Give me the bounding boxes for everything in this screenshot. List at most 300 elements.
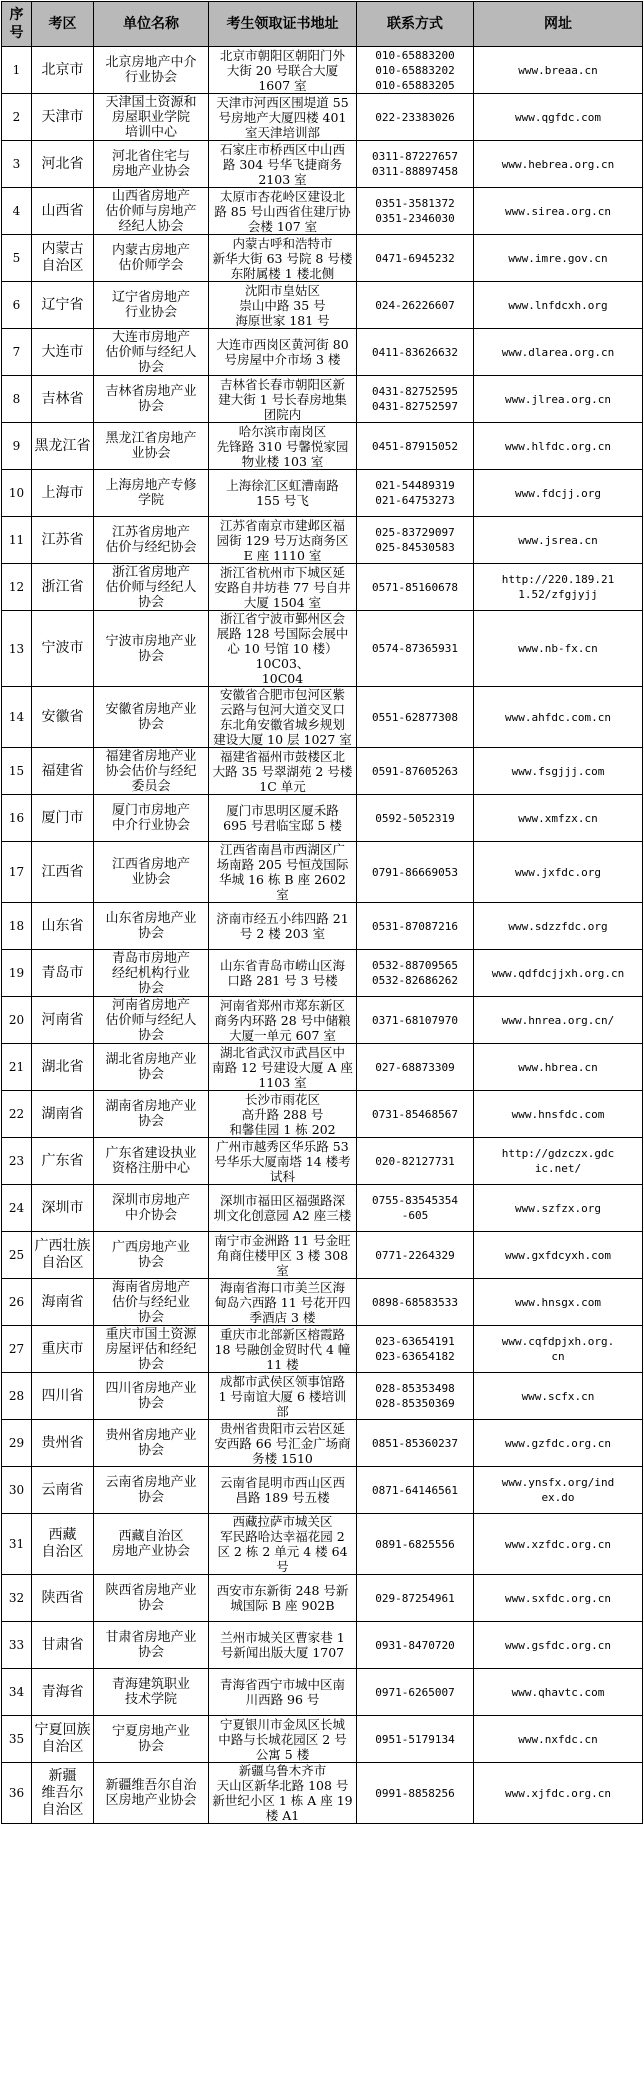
cell-contact bbox=[357, 1138, 474, 1185]
cell-unit-line: 河南省房地产 bbox=[111, 997, 190, 1013]
cell-contact bbox=[357, 1373, 474, 1420]
cell-region-line: 江西省 bbox=[41, 863, 84, 880]
cell-address-line: 吉林省长春市朝阳区新 bbox=[219, 376, 345, 392]
cell-address-line: 青海省西宁市城中区南 bbox=[219, 1677, 345, 1692]
cell-address bbox=[209, 1138, 357, 1185]
cell-index: 36 bbox=[2, 1763, 32, 1824]
cell-unit-line: 技术学院 bbox=[124, 1692, 177, 1707]
cell-website bbox=[474, 470, 643, 517]
cell-contact-line: 0891-6825556 bbox=[375, 1537, 455, 1551]
cell-unit-line: 委员会 bbox=[131, 778, 171, 794]
cell-address bbox=[209, 517, 357, 564]
cell-address bbox=[209, 1044, 357, 1091]
cell-address-line: 成都市武侯区领事馆路 bbox=[219, 1373, 345, 1389]
cell-index: 15 bbox=[2, 748, 32, 795]
cell-website bbox=[474, 1326, 643, 1373]
table-body bbox=[2, 47, 643, 1824]
table-row bbox=[2, 94, 643, 141]
cell-website bbox=[474, 94, 643, 141]
cell-address-line: 军民路哈达幸福花园 2 bbox=[220, 1529, 345, 1544]
cell-address-line: 济南市经五小纬四路 21 bbox=[216, 911, 349, 926]
cell-website bbox=[474, 1185, 643, 1232]
cell-contact-line: 010-65883205 bbox=[375, 78, 455, 92]
cell-contact-line: 024-26226607 bbox=[375, 298, 455, 312]
cell-contact bbox=[357, 329, 474, 376]
cell-website-line: http://220.189.21 bbox=[501, 573, 615, 586]
cell-contact bbox=[357, 517, 474, 564]
cell-region bbox=[32, 1420, 94, 1467]
cell-contact bbox=[357, 1467, 474, 1514]
cell-contact bbox=[357, 188, 474, 235]
cell-region bbox=[32, 795, 94, 842]
cell-address-line: 1607 室 bbox=[258, 77, 307, 93]
cell-unit bbox=[94, 423, 209, 470]
cell-address-line: 号新闻出版大厦 1707 bbox=[220, 1645, 345, 1660]
cell-contact-line: 0451-87915052 bbox=[371, 439, 459, 453]
cell-contact-line: 028-85350369 bbox=[375, 1397, 455, 1410]
cell-region-line: 自治区 bbox=[41, 1544, 84, 1560]
cell-unit-line: 学院 bbox=[137, 493, 164, 508]
cell-website bbox=[474, 141, 643, 188]
cell-address-line: 崇山中路 35 号 bbox=[239, 297, 326, 313]
cell-address-line: 浙江省宁波市鄞州区会 bbox=[219, 611, 345, 626]
table-row bbox=[2, 795, 643, 842]
cell-index: 5 bbox=[2, 235, 32, 282]
cell-unit-line: 业协会 bbox=[131, 446, 171, 461]
cell-address-line: 高升路 288 号 bbox=[241, 1106, 324, 1122]
cell-unit-line: 天津国土资源和 bbox=[105, 94, 197, 110]
cell-address bbox=[209, 1326, 357, 1373]
cell-website-line: ex.do bbox=[541, 1491, 575, 1504]
cell-region-line: 自治区 bbox=[41, 1739, 84, 1755]
cell-address-line: 号房屋中介市场 3 楼 bbox=[224, 352, 341, 367]
cell-unit-line: 协会 bbox=[137, 1490, 164, 1505]
cell-address-line: 中路与长城花园区 2 号 bbox=[218, 1731, 347, 1747]
cell-unit-line: 中介行业协会 bbox=[111, 818, 190, 833]
cell-website-line: www.sxfdc.org.cn bbox=[505, 1591, 611, 1605]
cell-website-line: www.scfx.cn bbox=[521, 1389, 595, 1403]
cell-region bbox=[32, 188, 94, 235]
cell-unit-line: 深圳市房地产 bbox=[111, 1193, 190, 1208]
cell-contact-line: 0574-87365931 bbox=[371, 642, 459, 655]
cell-unit-line: 甘肃省房地产业 bbox=[105, 1630, 197, 1645]
cell-unit-line: 估价师与经纪人 bbox=[105, 344, 197, 360]
cell-region-line: 海南省 bbox=[41, 1293, 84, 1310]
cell-contact-line: 0991-8858256 bbox=[375, 1786, 455, 1800]
cell-address-line: 西安市东新街 248 号新 bbox=[216, 1583, 349, 1598]
cell-website-line: www.breaa.cn bbox=[518, 63, 598, 77]
table-row bbox=[2, 1575, 643, 1622]
cell-region-line: 浙江省 bbox=[41, 578, 84, 595]
cell-index: 35 bbox=[2, 1716, 32, 1763]
table-row bbox=[2, 1716, 643, 1763]
cell-region bbox=[32, 470, 94, 517]
cell-region-line: 重庆市 bbox=[41, 1340, 84, 1357]
cell-unit-line: 协会 bbox=[137, 926, 164, 941]
cell-address bbox=[209, 564, 357, 611]
cell-region bbox=[32, 1622, 94, 1669]
cell-contact-line: 0531-87087216 bbox=[371, 919, 459, 933]
cell-unit-line: 吉林省房地产业 bbox=[105, 384, 197, 399]
cell-unit-line: 估价师学会 bbox=[118, 258, 184, 273]
table-row bbox=[2, 1373, 643, 1420]
cell-address bbox=[209, 141, 357, 188]
cell-region-line: 宁夏回族 bbox=[34, 1722, 91, 1738]
cell-address-line: 南宁市金洲路 11 号金旺 bbox=[214, 1232, 351, 1248]
cell-index: 32 bbox=[2, 1575, 32, 1622]
cell-address-line: 10C04 bbox=[261, 671, 304, 686]
cell-unit bbox=[94, 1373, 209, 1420]
cell-address bbox=[209, 842, 357, 903]
cell-website bbox=[474, 1091, 643, 1138]
cell-contact-line: 021-54489319 bbox=[375, 479, 455, 492]
cell-website-line: www.hebrea.org.cn bbox=[501, 157, 615, 171]
cell-unit bbox=[94, 47, 209, 94]
cell-address-line: 心 10 号馆 10 楼）10C03、 bbox=[227, 641, 338, 671]
cell-unit-line: 协会 bbox=[137, 1255, 164, 1270]
cell-address-line: 海南省海口市美兰区海 bbox=[219, 1279, 345, 1295]
cell-website-line: www.nxfdc.cn bbox=[518, 1732, 598, 1746]
cell-unit bbox=[94, 1763, 209, 1824]
cell-address-line: 甸岛六西路 11 号花开四 bbox=[214, 1294, 351, 1310]
cell-address-line: 1C 单元 bbox=[259, 778, 306, 794]
cell-address-line: 深圳市福田区福强路深 bbox=[219, 1193, 345, 1208]
cell-index: 22 bbox=[2, 1091, 32, 1138]
cell-index: 2 bbox=[2, 94, 32, 141]
cell-website bbox=[474, 748, 643, 795]
cell-index: 11 bbox=[2, 517, 32, 564]
cell-region bbox=[32, 1763, 94, 1824]
cell-address bbox=[209, 1514, 357, 1575]
cell-index: 34 bbox=[2, 1669, 32, 1716]
cell-unit-line: 经纪机构行业 bbox=[111, 965, 190, 981]
cell-index: 7 bbox=[2, 329, 32, 376]
cell-unit-line: 协会 bbox=[137, 1598, 164, 1613]
table-row bbox=[2, 1763, 643, 1824]
cell-address-line: 安西路 66 号汇金广场商 bbox=[214, 1435, 351, 1451]
table-row bbox=[2, 1279, 643, 1326]
cell-contact-line: 0592-5052319 bbox=[375, 811, 455, 825]
cell-website-line: www.lnfdcxh.org bbox=[508, 298, 608, 312]
table-row bbox=[2, 687, 643, 748]
table-row bbox=[2, 329, 643, 376]
cell-region-line: 江苏省 bbox=[41, 531, 84, 548]
cell-unit-line: 协会 bbox=[137, 648, 164, 664]
cell-unit bbox=[94, 1467, 209, 1514]
cell-contact bbox=[357, 997, 474, 1044]
cell-address-line: 18 号融创金贸时代 4 幢 bbox=[214, 1341, 351, 1357]
cell-unit bbox=[94, 950, 209, 997]
cell-contact bbox=[357, 748, 474, 795]
cell-address-line: 新疆乌鲁木齐市 bbox=[238, 1763, 327, 1778]
cell-index: 33 bbox=[2, 1622, 32, 1669]
cell-contact-line: 0791-86669053 bbox=[371, 865, 459, 879]
cell-region-line: 自治区 bbox=[41, 258, 84, 274]
cell-website bbox=[474, 1279, 643, 1326]
cell-website-line: ic.net/ bbox=[534, 1162, 582, 1175]
cell-contact-line: 0551-62877308 bbox=[371, 710, 459, 724]
cell-region-line: 大连市 bbox=[41, 343, 84, 360]
cell-unit-line: 协会 bbox=[137, 1067, 164, 1082]
cell-unit-line: 协会 bbox=[137, 717, 164, 732]
cell-website bbox=[474, 423, 643, 470]
cell-region-line: 贵州省 bbox=[41, 1434, 84, 1451]
cell-index: 24 bbox=[2, 1185, 32, 1232]
cell-index: 27 bbox=[2, 1326, 32, 1373]
cell-website-line: www.cqfdpjxh.org. bbox=[501, 1335, 615, 1348]
cell-unit bbox=[94, 282, 209, 329]
cell-website-line: www.ynsfx.org/ind bbox=[501, 1476, 615, 1489]
cell-contact bbox=[357, 1669, 474, 1716]
cell-contact-line: 0351-3581372 bbox=[375, 197, 455, 210]
cell-address-line: 建大街 1 号长春房地集 bbox=[218, 391, 347, 407]
cell-region-line: 天津市 bbox=[41, 108, 84, 125]
table-row bbox=[2, 188, 643, 235]
cell-address-line: 山东省青岛市崂山区海 bbox=[219, 958, 345, 973]
cell-address bbox=[209, 1467, 357, 1514]
cell-address bbox=[209, 470, 357, 517]
cell-unit-line: 房地产业协会 bbox=[111, 164, 190, 179]
table-row bbox=[2, 997, 643, 1044]
cell-address bbox=[209, 1185, 357, 1232]
table-row bbox=[2, 141, 643, 188]
cell-contact-line: 0431-82752597 bbox=[371, 400, 459, 413]
cell-region bbox=[32, 517, 94, 564]
cell-unit-line: 协会 bbox=[137, 1356, 164, 1372]
cell-unit-line: 大连市房地产 bbox=[111, 329, 190, 345]
header-region: 考区 bbox=[32, 2, 94, 47]
cell-unit-line: 协会 bbox=[137, 1443, 164, 1458]
cell-unit-line: 协会 bbox=[137, 1396, 164, 1411]
cell-address-line: 长沙市雨花区 bbox=[244, 1091, 320, 1107]
cell-website bbox=[474, 1373, 643, 1420]
cell-contact bbox=[357, 1575, 474, 1622]
cell-address-line: 1103 室 bbox=[258, 1074, 307, 1090]
cell-region bbox=[32, 842, 94, 903]
cell-website bbox=[474, 1467, 643, 1514]
cell-address-line: 安徽省合肥市包河区紫 bbox=[219, 687, 345, 702]
cell-region bbox=[32, 141, 94, 188]
cell-contact-line: 027-68873309 bbox=[375, 1060, 455, 1074]
header-contact: 联系方式 bbox=[357, 2, 474, 47]
cell-contact-line: 0471-6945232 bbox=[375, 251, 455, 265]
cell-website bbox=[474, 1622, 643, 1669]
cell-website bbox=[474, 842, 643, 903]
cell-unit-line: 业协会 bbox=[131, 872, 171, 887]
cell-unit-line: 房地产业协会 bbox=[111, 1544, 190, 1559]
cell-contact bbox=[357, 376, 474, 423]
cell-unit bbox=[94, 795, 209, 842]
cell-address-line: 云路与包河大道交叉口 bbox=[219, 702, 345, 717]
cell-address bbox=[209, 611, 357, 687]
cell-contact bbox=[357, 141, 474, 188]
cell-unit-line: 协会 bbox=[137, 399, 164, 414]
cell-address-line: 东附属楼 1 楼北侧 bbox=[230, 265, 335, 281]
cell-unit-line: 安徽省房地产业 bbox=[105, 702, 197, 717]
cell-address-line: 重庆市北部新区榕霞路 bbox=[219, 1326, 345, 1342]
cell-unit-line: 资格注册中心 bbox=[111, 1161, 190, 1176]
cell-address-line: 先锋路 310 号馨悦家园 bbox=[216, 438, 349, 454]
cell-address-line: 安路自井坊巷 77 号自井 bbox=[214, 579, 351, 595]
cell-unit bbox=[94, 94, 209, 141]
cell-address bbox=[209, 903, 357, 950]
cell-address-line: 厦门市思明区厦禾路 bbox=[226, 803, 339, 818]
cell-unit-line: 黑龙江省房地产 bbox=[105, 431, 197, 446]
cell-region-line: 青岛市 bbox=[41, 964, 84, 981]
cell-website bbox=[474, 611, 643, 687]
cell-unit bbox=[94, 1279, 209, 1326]
cell-region-line: 西藏 bbox=[48, 1527, 77, 1543]
cell-website-line: www.hnsfdc.com bbox=[511, 1107, 605, 1121]
header-index: 序号 bbox=[2, 2, 32, 47]
cell-unit bbox=[94, 1514, 209, 1575]
cell-region bbox=[32, 329, 94, 376]
cell-website-line: www.gsfdc.org.cn bbox=[505, 1638, 611, 1652]
cell-unit bbox=[94, 687, 209, 748]
table-row bbox=[2, 47, 643, 94]
cell-contact-line: 022-23383026 bbox=[375, 110, 455, 124]
cell-unit-line: 协会 bbox=[137, 1645, 164, 1660]
cell-unit-line: 广西房地产业 bbox=[111, 1240, 190, 1255]
cell-address-line: 贵州省贵阳市云岩区延 bbox=[219, 1420, 345, 1436]
cell-unit-line: 协会估价与经纪 bbox=[105, 763, 197, 779]
cell-index: 8 bbox=[2, 376, 32, 423]
table-row bbox=[2, 1326, 643, 1373]
cell-address bbox=[209, 687, 357, 748]
cell-contact bbox=[357, 47, 474, 94]
cell-address bbox=[209, 188, 357, 235]
cell-unit-line: 宁波市房地产业 bbox=[105, 633, 197, 649]
cell-region bbox=[32, 950, 94, 997]
cell-region-line: 青海省 bbox=[41, 1683, 84, 1700]
cell-address bbox=[209, 1575, 357, 1622]
cell-region-line: 吉林省 bbox=[41, 390, 84, 407]
cell-unit-line: 行业协会 bbox=[124, 70, 177, 85]
cell-region bbox=[32, 564, 94, 611]
cell-unit-line: 房屋职业学院 bbox=[111, 109, 190, 125]
cell-address-line: 昌路 189 号五楼 bbox=[235, 1490, 330, 1505]
cell-unit-line: 青岛市房地产 bbox=[111, 950, 190, 966]
cell-contact-line: 0931-8470720 bbox=[375, 1638, 455, 1652]
cell-index: 6 bbox=[2, 282, 32, 329]
cell-unit bbox=[94, 748, 209, 795]
cell-contact-line: 0851-85360237 bbox=[371, 1436, 459, 1450]
cell-address-line: 川西路 96 号 bbox=[245, 1692, 320, 1707]
cell-region-line: 辽宁省 bbox=[41, 296, 84, 313]
cell-address-line: 季酒店 3 楼 bbox=[249, 1309, 316, 1325]
table-row bbox=[2, 282, 643, 329]
cell-unit-line: 浙江省房地产 bbox=[111, 564, 190, 580]
cell-website bbox=[474, 903, 643, 950]
cell-address-line: 南路 12 号建设大厦 A 座 bbox=[212, 1059, 353, 1075]
cell-contact-line: 020-82127731 bbox=[375, 1154, 455, 1168]
cell-region-line: 甘肃省 bbox=[41, 1636, 84, 1653]
cell-address-line: 会楼 107 室 bbox=[247, 218, 318, 234]
cell-contact-line: 021-64753273 bbox=[375, 494, 455, 507]
cell-unit-line: 福建省房地产业 bbox=[105, 748, 197, 764]
cell-region bbox=[32, 903, 94, 950]
cell-unit bbox=[94, 1420, 209, 1467]
cell-unit bbox=[94, 1716, 209, 1763]
cell-region bbox=[32, 235, 94, 282]
cell-unit-line: 四川省房地产业 bbox=[105, 1381, 197, 1396]
cell-website-line: www.qdfdcjjxh.org.cn bbox=[491, 966, 625, 980]
cell-contact bbox=[357, 1514, 474, 1575]
cell-unit bbox=[94, 235, 209, 282]
cell-address-line: 11 楼 bbox=[266, 1356, 299, 1372]
table-row bbox=[2, 842, 643, 903]
cell-address-line: 石家庄市桥西区中山西 bbox=[219, 141, 345, 157]
cell-address-line: 沈阳市皇姑区 bbox=[244, 282, 320, 298]
cell-unit bbox=[94, 141, 209, 188]
cell-address bbox=[209, 94, 357, 141]
cell-address-line: 兰州市城关区曹家巷 1 bbox=[220, 1630, 345, 1645]
cell-unit-line: 上海房地产专修 bbox=[105, 478, 197, 493]
cell-contact bbox=[357, 564, 474, 611]
cell-unit-line: 云南省房地产业 bbox=[105, 1475, 197, 1490]
cell-website bbox=[474, 282, 643, 329]
cell-unit-line: 协会 bbox=[137, 980, 164, 996]
cell-unit-line: 北京房地产中介 bbox=[105, 55, 197, 70]
cell-address-line: 江苏省南京市建邺区福 bbox=[219, 517, 345, 533]
cell-contact bbox=[357, 1232, 474, 1279]
cell-contact bbox=[357, 950, 474, 997]
cell-index: 26 bbox=[2, 1279, 32, 1326]
cell-unit-line: 中介协会 bbox=[124, 1208, 177, 1223]
cell-address bbox=[209, 950, 357, 997]
cell-unit bbox=[94, 376, 209, 423]
cell-index: 25 bbox=[2, 1232, 32, 1279]
cell-website-line: www.jsrea.cn bbox=[518, 533, 598, 547]
cell-address-line: 室 bbox=[276, 1262, 289, 1278]
table-row bbox=[2, 235, 643, 282]
cell-unit-line: 协会 bbox=[137, 1027, 164, 1043]
table-row bbox=[2, 564, 643, 611]
cell-region bbox=[32, 1669, 94, 1716]
cell-contact-line: 0591-87605263 bbox=[371, 764, 459, 778]
table-row bbox=[2, 950, 643, 997]
cell-address bbox=[209, 748, 357, 795]
cell-unit-line: 协会 bbox=[137, 1114, 164, 1129]
cell-contact-line: 0771-2264329 bbox=[375, 1248, 455, 1262]
cell-contact-line: 0755-83545354 bbox=[371, 1194, 459, 1207]
cell-address-line: 建设大厦 10 层 1027 室 bbox=[213, 732, 352, 747]
cell-website bbox=[474, 1763, 643, 1824]
cell-contact bbox=[357, 903, 474, 950]
cell-address bbox=[209, 1373, 357, 1420]
cell-contact bbox=[357, 1716, 474, 1763]
cell-website-line: www.hnsgx.com bbox=[514, 1295, 602, 1309]
cell-address-line: 天山区新华北路 108 号 bbox=[216, 1778, 349, 1793]
cell-unit bbox=[94, 1575, 209, 1622]
cell-unit bbox=[94, 1326, 209, 1373]
cell-address-line: 华城 16 栋 B 座 2602 室 bbox=[219, 872, 346, 902]
cell-unit bbox=[94, 517, 209, 564]
cell-address-line: 天津市河西区围堤道 55 bbox=[216, 94, 349, 110]
cell-address-line: 内蒙古呼和浩特市 bbox=[232, 235, 333, 251]
cell-address-line: 圳文化创意园 A2 座三楼 bbox=[213, 1208, 352, 1223]
cell-contact bbox=[357, 235, 474, 282]
header-unit: 单位名称 bbox=[94, 2, 209, 47]
cell-website bbox=[474, 376, 643, 423]
table-row bbox=[2, 1669, 643, 1716]
cell-region-line: 湖南省 bbox=[41, 1105, 84, 1122]
cell-region bbox=[32, 1279, 94, 1326]
cell-region bbox=[32, 94, 94, 141]
cell-unit-line: 江苏省房地产 bbox=[111, 525, 190, 540]
cell-address-line: 展路 128 号国际会展中 bbox=[216, 626, 349, 641]
cell-website-line: www.sdzzfdc.org bbox=[508, 919, 608, 933]
